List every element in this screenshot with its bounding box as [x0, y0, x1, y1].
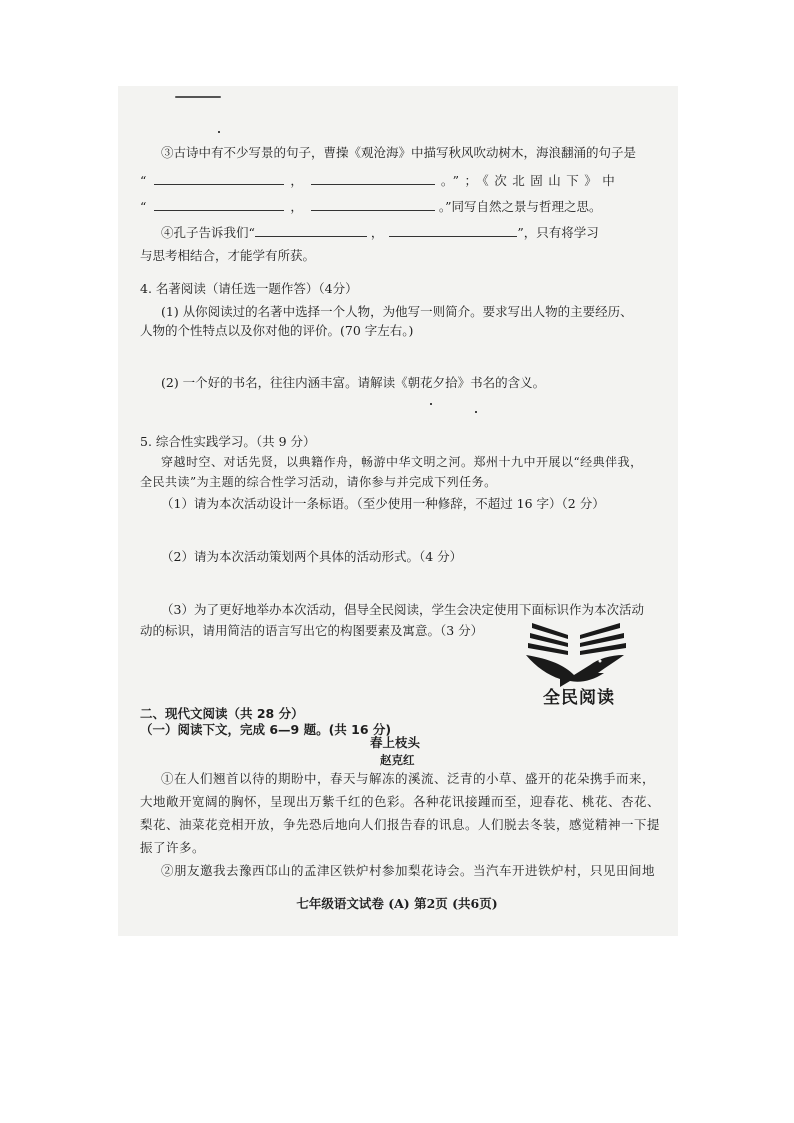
section5-title: 5. 综合性实践学习。（共 9 分） [140, 434, 316, 449]
q3-line2 [140, 172, 620, 189]
paragraph-1-line2: 大地敞开宽阔的胸怀，呈现出万紫千红的色彩。各种花讯接踵而至，迎春花、桃花、杏花、 [140, 794, 661, 809]
paragraph-2-line1: ②朋友邀我去豫西邙山的孟津区铁炉村参加梨花诗会。当汽车开进铁炉村，只见田间地 [161, 863, 656, 878]
scan-speck [430, 403, 432, 405]
q3-line2-end: 。”；《次北固山下》中 [440, 173, 621, 188]
blank-1[interactable] [154, 172, 284, 185]
section4-item1-line2: 人物的个性特点以及你对他的评价。(70 字左右。) [140, 323, 414, 338]
blank-5[interactable] [255, 224, 367, 237]
section5-intro-line2: 全民共读”为主题的综合性学习活动，请你参与并完成下列任务。 [140, 475, 497, 489]
q3-line3 [140, 198, 602, 215]
reading-logo [520, 615, 638, 708]
q3-line1: ③古诗中有不少写景的句子，曹操《观沧海》中描写秋风吹动树木，海浪翻涌的句子是 [161, 145, 637, 160]
page-footer: 七年级语文试卷 (A) 第2页 (共6页) [296, 896, 498, 911]
comma: ， [290, 199, 303, 214]
open-quote: “ [140, 173, 147, 188]
scan-speck [475, 411, 477, 413]
paragraph-1-line4: 振了许多。 [140, 840, 206, 855]
section5-task1: （1）请为本次活动设计一条标语。（至少使用一种修辞，不超过 16 字）（2 分） [161, 496, 605, 511]
article-author: 赵克红 [380, 753, 415, 767]
section5-task2: （2）请为本次活动策划两个具体的活动形式。（4 分） [161, 549, 463, 564]
open-quote: “ [140, 199, 147, 214]
q3-line3-end: 。”同写自然之景与哲理之思。 [438, 199, 602, 214]
blank-4[interactable] [311, 198, 435, 211]
q4sub-line1 [161, 224, 599, 241]
paragraph-1-line1: ①在人们翘首以待的期盼中，春天与解冻的溪流、泛青的小草、盛开的花朵携手而来， [161, 771, 656, 786]
comma: ， [290, 173, 303, 188]
comma: ， [370, 225, 384, 240]
section5-task3-line1: （3）为了更好地举办本次活动，倡导全民阅读，学生会决定使用下面标识作为本次活动 [161, 602, 644, 617]
section4-item1-line1: (1) 从你阅读过的名著中选择一个人物，为他写一则简介。要求写出人物的主要经历、 [161, 304, 633, 319]
blank-3[interactable] [154, 198, 284, 211]
section5-intro-line1: 穿越时空、对话先贤，以典籍作舟，畅游中华文明之河。郑州十九中开展以“经典伴我， [161, 455, 643, 469]
section4-item2: (2) 一个好的书名，往往内涵丰富。请解读《朝花夕拾》书名的含义。 [161, 375, 546, 390]
section4-title: 4. 名著阅读（请任选一题作答）（4分） [140, 281, 358, 296]
section5-task3-line2: 动的标识，请用简洁的语言写出它的构图要素及寓意。（3 分） [140, 623, 484, 638]
part2-subtitle: （一）阅读下文，完成 6—9 题。(共 16 分) [140, 722, 392, 737]
q4sub-start: ④孔子告诉我们“ [161, 225, 255, 240]
part2-title: 二、现代文阅读（共 28 分） [140, 706, 304, 721]
article-title: 春上枝头 [370, 735, 421, 750]
blank-6[interactable] [389, 224, 517, 237]
logo-text: 全民阅读 [543, 688, 615, 708]
blank-2[interactable] [311, 172, 435, 185]
q4sub-end: ”，只有将学习 [517, 225, 599, 240]
q4sub-line2: 与思考相结合，才能学有所获。 [140, 248, 316, 263]
paragraph-1-line3: 梨花、油菜花竞相开放，争先恐后地向人们报告春的讯息。人们脱去冬装，感觉精神一下提 [140, 817, 661, 832]
